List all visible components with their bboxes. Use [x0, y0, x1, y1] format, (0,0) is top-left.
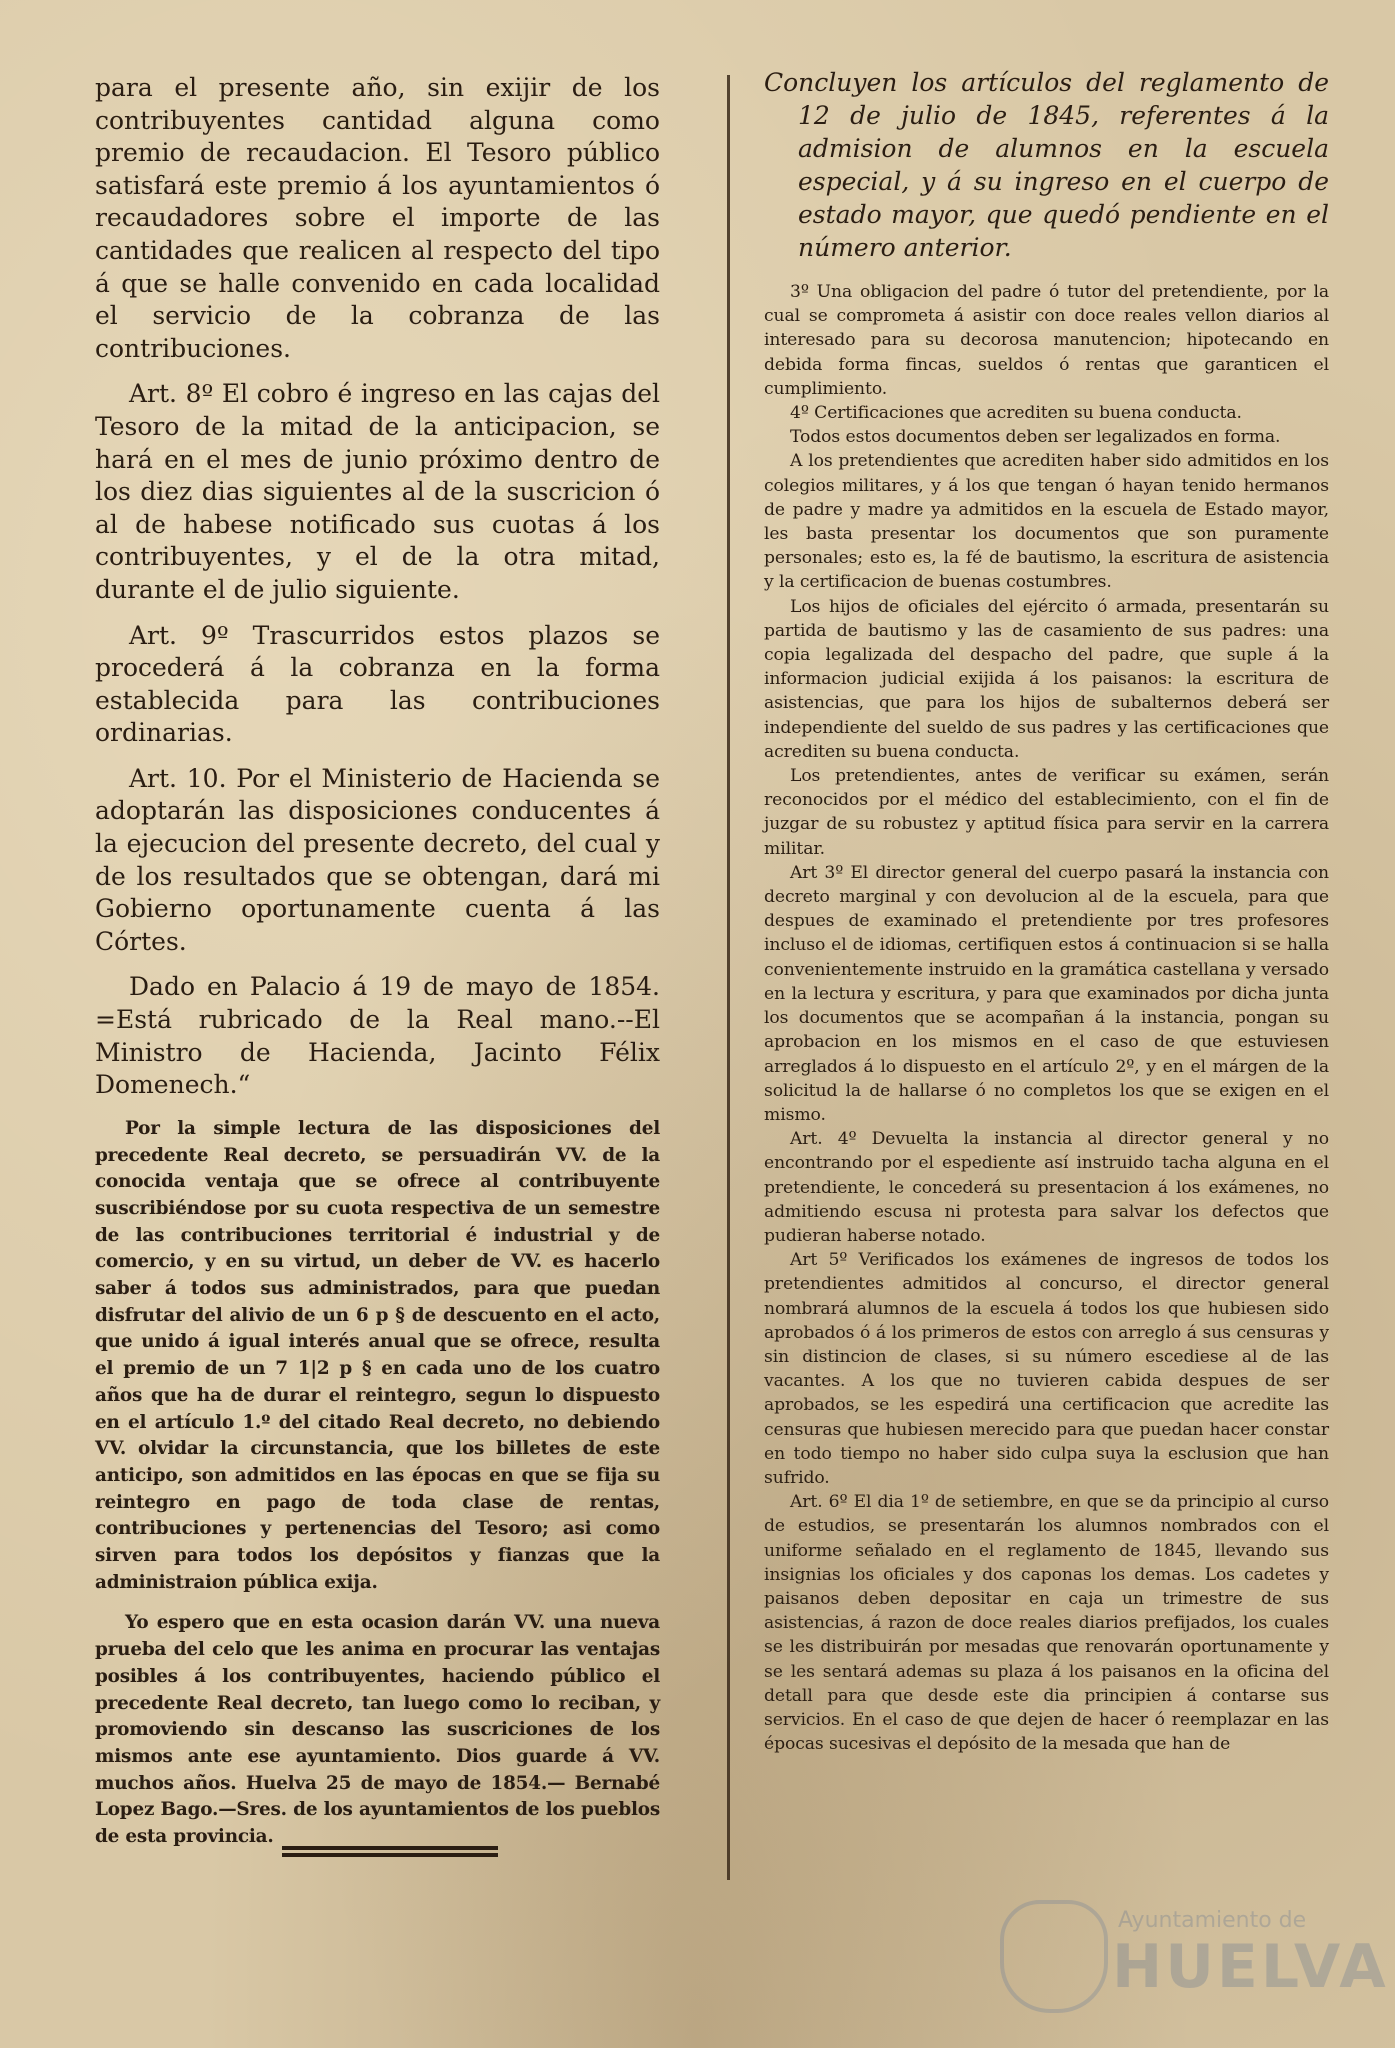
- item-3: 3º Una obligacion del padre ó tutor del pretendiente, por la cual se comprometa á asistir con doce reales vellon diarios al interesado para su decorosa manutencion; hipotecando en debida forma fincas, sueldos ó rentas que garanticen el cumplimiento.: [764, 282, 1329, 399]
- notice-paragraph-2: Yo espero que en esta ocasion darán VV. una nueva prueba del celo que les anima en procurar las ventajas posibles á los contribuyentes, haciendo público el precedente Real decreto, tan luego como lo reciban, y promoviendo sin descanso las suscriciones de los mismos ante ese ayuntamiento. Dios guarde á VV. muchos años. Huelva 25 de mayo de 1854.— Bernabé Lopez Bago.—Sres. de los ayuntamientos de los pueblos de esta provincia.: [95, 1612, 660, 1848]
- left-column: [95, 72, 660, 1851]
- article-9: Art. 9º Trascurridos estos plazos se procederá á la cobranza en la forma establecida para las contribuciones ordinarias.: [95, 620, 660, 748]
- right-column: [764, 66, 1329, 1756]
- decree-signature: Dado en Palacio á 19 de mayo de 1854. =Está rubricado de la Real mano.--El Ministro de Hacienda, Jacinto Félix Domenech.“: [95, 972, 660, 1100]
- item-4: 4º Certificaciones que acrediten su buena conducta.: [790, 403, 1242, 424]
- watermark-line2: HUELVA: [1112, 1932, 1389, 2002]
- medical-exam-note: Los pretendientes, antes de verificar su exámen, serán reconocidos por el médico del establecimiento, con el fin de juzgar de su robustez y aptitud física para servir en la carrera militar.: [764, 766, 1329, 859]
- column-divider: [727, 75, 730, 1880]
- article-6: Art. 6º El dia 1º de setiembre, en que se da principio al curso de estudios, se presentarán los alumnos nombrados con el uniforme señalado en el reglamento de 1845, llevando sus insignias los oficiales y dos caponas los demas. Los cadetes y paisanos deben depositar en caja un trimestre de sus asistencias, á razon de doce reales diarios prefijados, los cuales se les distribuirán por mesadas que renovarán oportunamente y se les sentará ademas su plaza á los paisanos en la oficina del detall para que desde este dia principien á contarse sus servicios. En el caso de que dejen de hacer ó reemplazar en las épocas sucesivas el depósito de la mesada que han de: [764, 1492, 1329, 1755]
- legalization-note: Todos estos documentos deben ser legalizados en forma.: [790, 427, 1281, 448]
- military-college-note: A los pretendientes que acrediten haber sido admitidos en los colegios militares, y á los que tengan ó hayan tenido hermanos de padre y madre ya admitidos en la escuela de Estado mayor, les basta presentar los documentos que son puramente personales; esto es, la fé de bautismo, la escritura de asistencia y la certificacion de buenas costumbres.: [764, 451, 1329, 593]
- article-5: Art 5º Verificados los exámenes de ingresos de todos los pretendientes admitidos al concurso, el director general nombrará alumnos de la escuela á todos los que hubiesen sido aprobados ó á los primeros de estos con arreglo á sus censuras y sin distincion de clases, si su número escediese al de las vacantes. A los que no tuvieren cabida despues de ser aprobados, se les espedirá una certificacion que acredite las censuras que hubiesen merecido para que puedan hacer constar en todo tiempo no haber sido culpa suya la esclusion que han sufrido.: [764, 1250, 1329, 1488]
- notice-paragraph-1: Por la simple lectura de las disposiciones del precedente Real decreto, se persuadirán VV. de la conocida ventaja que se ofrece al contribuyente suscribiéndose por su cuota respectiva de un semestre de las contribuciones territorial é industrial y de comercio, y en su virtud, un deber de VV. es hacerlo saber á todos sus administrados, para que puedan disfrutar del alivio de un 6 p § de descuento en el acto, que unido á igual interés anual que se ofrece, resulta el premio de un 7 1|2 p § en cada uno de los cuatro años que ha de durar el reintegro, segun lo dispuesto en el artículo 1.º del citado Real decreto, no debiendo VV. olvidar la circunstancia, que los billetes de este anticipo, son admitidos en las épocas en que se fija su reintegro en pago de toda clase de rentas, contribuciones y pertenencias del Tesoro; asi como sirven para todos los depósitos y fianzas que la administraion pública exija.: [95, 1117, 660, 1593]
- article-10: Art. 10. Por el Ministerio de Hacienda se adoptarán las disposiciones conducentes á la ejecucion del presente decreto, del cual y de los resultados que se obtengan, dará mi Gobierno oportunamente cuenta á las Córtes.: [95, 763, 660, 956]
- article-3: Art 3º El director general del cuerpo pasará la instancia con decreto marginal y con devolucion al de la escuela, para que despues de examinado el pretendiente por tres profesores incluso el de idiomas, certifiquen estos á continuacion si se halla convenientemente instruido en la gramática castellana y versado en la lectura y escritura, y para que examinados por dicha junta los documentos que se acompañan á la instancia, pongan su aprobacion en los mismos en el caso de que estuviesen arreglados á lo dispuesto en el artículo 2º, y en el márgen de la solicitud la de hallarse ó no completos los que se exigen en el mismo.: [764, 862, 1329, 1125]
- section-heading: Concluyen los artículos del reglamento de 12 de julio de 1845, referentes á la admision de alumnos en la escuela especial, y á su ingreso en el cuerpo de estado mayor, que quedó pendiente en el número anterior.: [764, 68, 1329, 262]
- article-4: Art. 4º Devuelta la instancia al director general y no encontrando por el espediente así instruido tacha alguna en el pretendiente, le concederá su presentacion á los exámenes, no admitiendo escusa ni protesta para salvar los defectos que pudieran haberse notado.: [764, 1129, 1329, 1246]
- watermark-line1: Ayuntamiento de: [1118, 1908, 1307, 1933]
- city-seal-icon: [1000, 1900, 1108, 2013]
- article-8: Art. 8º El cobro é ingreso en las cajas del Tesoro de la mitad de la anticipacion, se hará en el mes de junio próximo dentro de los diez dias siguientes al de la suscricion ó al de habese notificado sus cuotas á los contribuyentes, y el de la otra mitad, durante el de julio siguiente.: [95, 379, 660, 604]
- officers-children-note: Los hijos de oficiales del ejército ó armada, presentarán su partida de bautismo y las de casamiento de sus padres: una copia legalizada del despacho del padre, que suple á la informacion judicial exijida á los paisanos: la escritura de asistencias, que para los hijos de subalternos deberá ser independiente del sueldo de sus padres y las certificaciones que acrediten su buena conducta.: [764, 596, 1329, 762]
- left-paragraph-continuation: para el presente año, sin exijir de los contribuyentes cantidad alguna como premio de recaudacion. El Tesoro público satisfará este premio á los ayuntamientos ó recaudadores sobre el importe de las cantidades que realicen al respecto del tipo á que se halle convenido en cada localidad el servicio de la cobranza de las contribuciones.: [95, 73, 660, 363]
- section-end-rule: [282, 1846, 498, 1860]
- huelva-watermark: [1000, 1900, 1389, 2010]
